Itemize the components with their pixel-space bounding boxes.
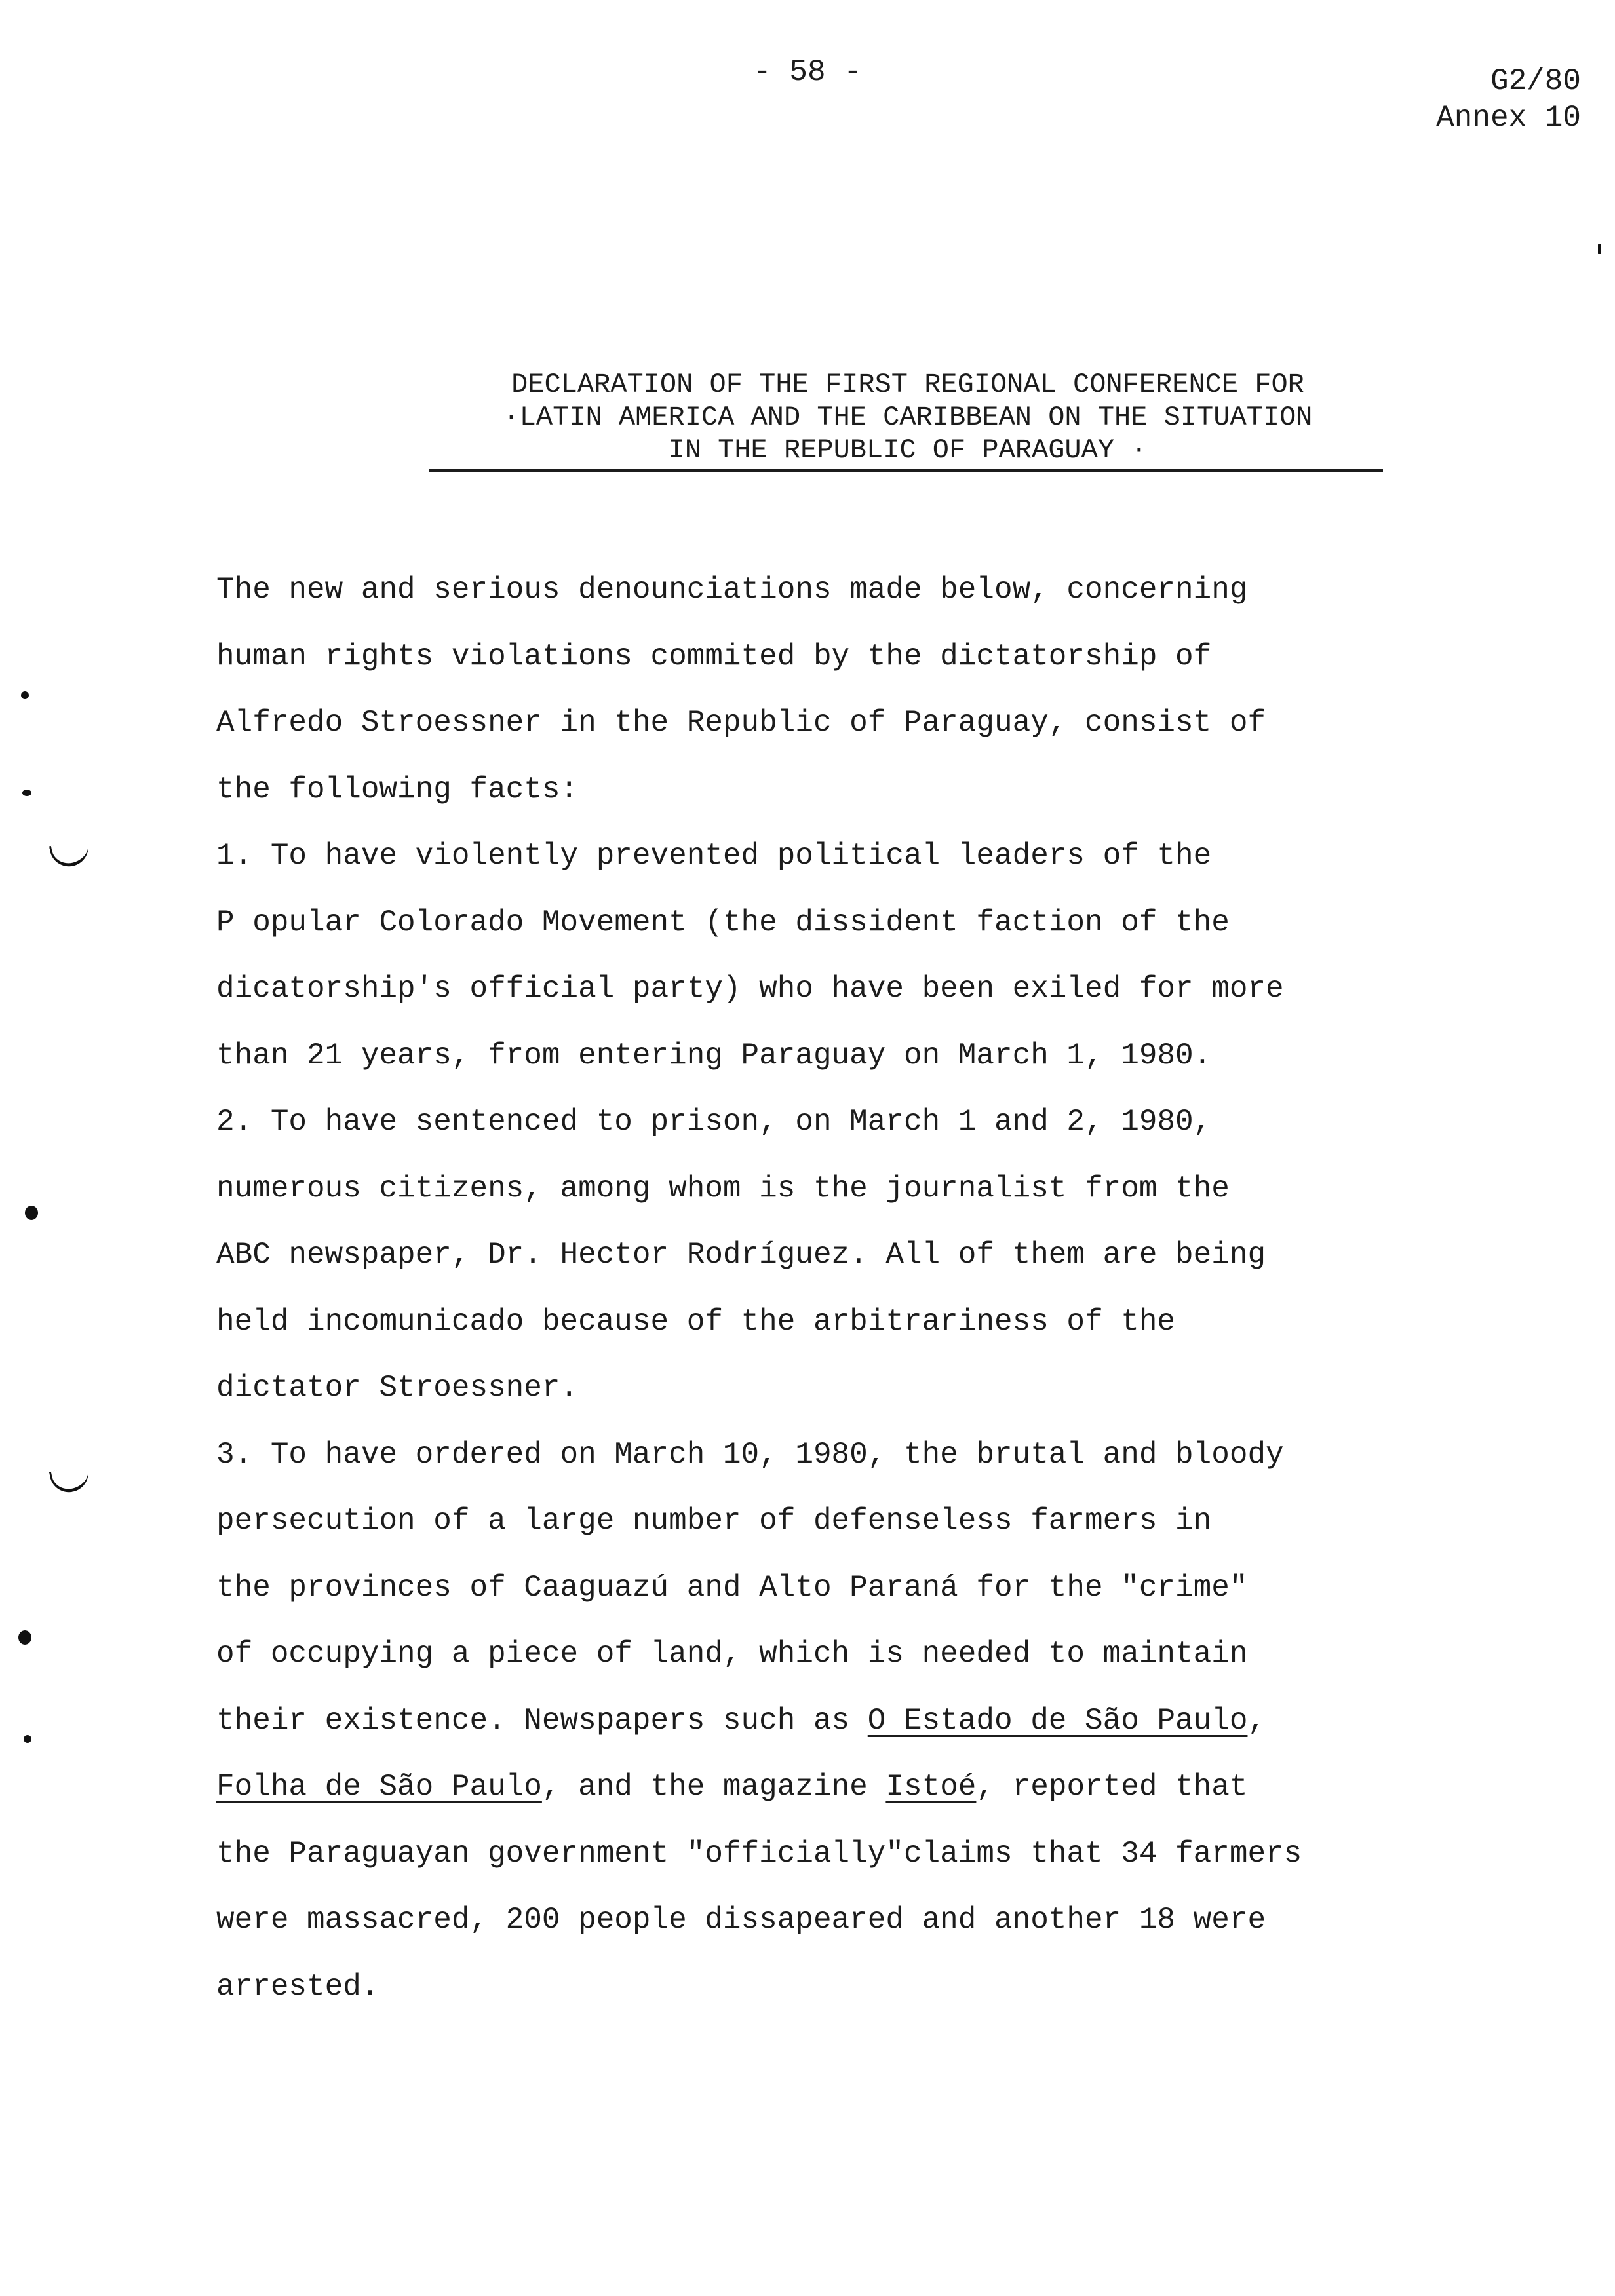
body-line: P opular Colorado Movement (the dissident faction of the [216,905,1230,940]
page-number: - 58 - [753,55,862,89]
body-text-span: , reported that [976,1770,1248,1804]
body-line: 1. To have violently prevented political leaders of the [216,839,1212,873]
title-underline [429,469,1383,472]
body-line: persecution of a large number of defenseless farmers in [216,1504,1212,1538]
document-code: G2/80 [1490,64,1581,98]
scan-speck [1598,244,1601,254]
declaration-body [216,557,1409,2020]
body-line: the Paraguayan government "officially"claims that 34 farmers [216,1836,1302,1871]
body-line: Alfredo Stroessner in the Republic of Paraguay, consist of [216,706,1266,740]
scan-speck [25,1206,38,1220]
body-line: human rights violations commited by the dictatorship of [216,639,1212,674]
body-line: of occupying a piece of land, which is needed to maintain [216,1637,1248,1671]
declaration-title [429,368,1386,467]
scan-mark [49,838,92,870]
annex-label: Annex 10 [1436,101,1581,135]
title-line-3: IN THE REPUBLIC OF PARAGUAY · [668,434,1148,466]
newspaper-title: O Estado de São Paulo [867,1703,1248,1738]
document-reference [1436,63,1581,136]
body-line: 3. To have ordered on March 10, 1980, the brutal and bloody [216,1437,1284,1472]
body-line [216,1754,1409,1821]
body-line: were massacred, 200 people dissapeared and another 18 were [216,1903,1266,1937]
body-line: the provinces of Caaguazú and Alto Paraná for the "crime" [216,1570,1248,1605]
body-line: arrested. [216,1969,379,2004]
body-line [216,1688,1409,1755]
body-line: The new and serious denounciations made below, concerning [216,573,1248,607]
body-line: the following facts: [216,772,579,807]
body-line: numerous citizens, among whom is the journalist from the [216,1171,1230,1206]
body-line: ABC newspaper, Dr. Hector Rodríguez. All of them are being [216,1238,1266,1272]
body-text-span: , [1247,1703,1266,1738]
body-line: dictator Stroessner. [216,1371,579,1405]
scan-speck [18,1630,31,1645]
scan-speck [22,790,31,796]
scan-speck [24,1735,31,1743]
newspaper-title: Folha de São Paulo [216,1770,542,1804]
body-text-span: their existence. Newspapers such as [216,1703,868,1738]
scan-speck [21,691,29,699]
magazine-title: Istoé [885,1770,977,1804]
scan-mark [49,1464,92,1495]
body-line: 2. To have sentenced to prison, on March 1 and 2, 1980, [216,1105,1212,1139]
title-line-2: ·LATIN AMERICA AND THE CARIBBEAN ON THE SITUATION [503,402,1313,433]
body-line: held incomunicado because of the arbitrariness of the [216,1304,1176,1339]
title-line-1: DECLARATION OF THE FIRST REGIONAL CONFERENCE FOR [511,369,1304,400]
body-text-span: , and the magazine [541,1770,886,1804]
body-line: than 21 years, from entering Paraguay on March 1, 1980. [216,1038,1212,1073]
body-line: dicatorship's official party) who have been exiled for more [216,972,1284,1006]
